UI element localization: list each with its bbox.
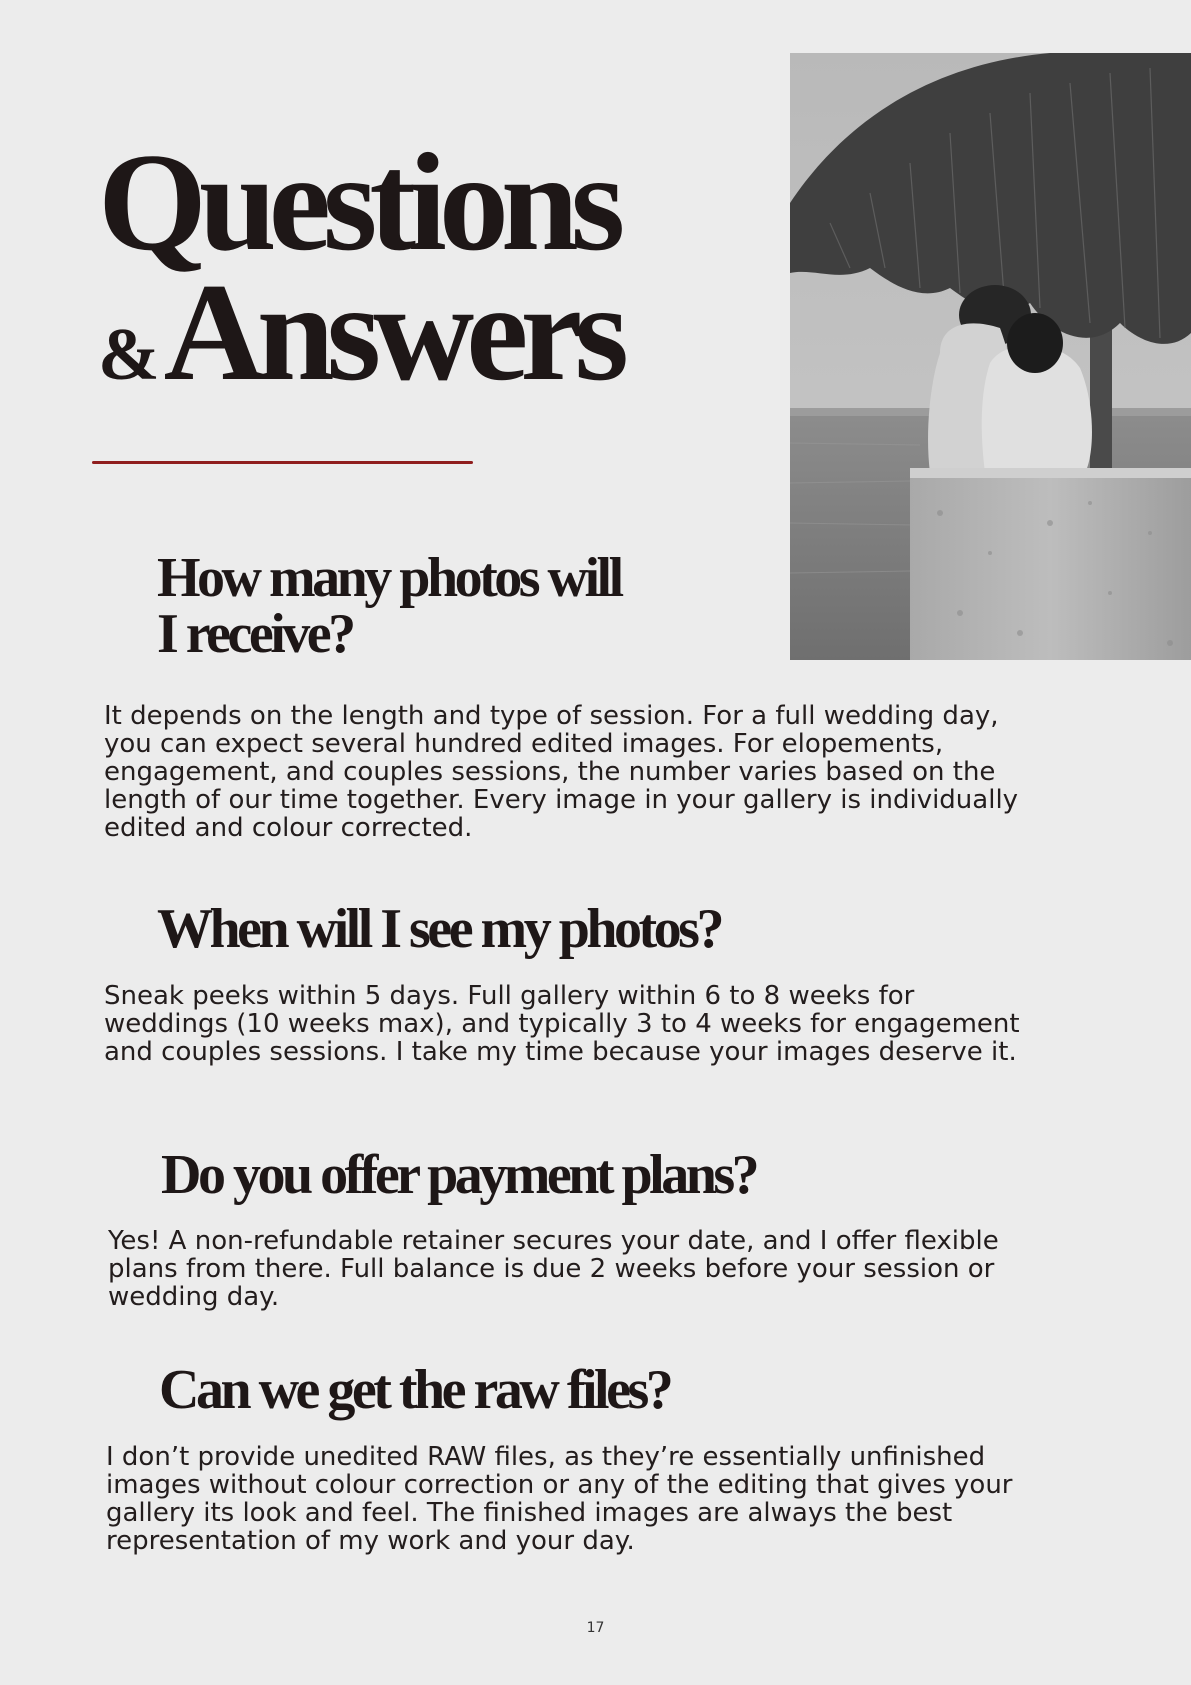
- answer-text: Sneak peeks within 5 days. Full gallery within 6 to 8 weeks for weddings (10 weeks max), and typically 3 to 4 weeks for engagement and couples sessions. I take my time because your images deserve it.: [104, 981, 1020, 1067]
- question-heading-raw-files: Can we get the raw files?: [159, 1359, 671, 1421]
- question-heading-payment-plans: Do you offer payment plans?: [161, 1144, 757, 1206]
- answer-text: It depends on the length and type of session. For a full wedding day, you can expect several hundred edited images. For elopements, engagement, and couples sessions, the number varies based on the length of our time together. Every image in your gallery is individually edited and colour corrected.: [104, 701, 1019, 843]
- couple-photo: [790, 53, 1191, 660]
- title-line-answers: [98, 255, 621, 420]
- title-ampersand: &: [98, 314, 158, 396]
- question-line: I receive?: [157, 603, 353, 665]
- page-title: [98, 125, 621, 420]
- title-line-questions: Questions: [98, 125, 618, 280]
- question-heading-photos-count: [157, 547, 621, 665]
- accent-divider: [92, 461, 473, 464]
- page-number: 17: [586, 1620, 605, 1636]
- question-heading-delivery-time: When will I see my photos?: [157, 898, 721, 960]
- title-answers-word: Answers: [163, 255, 621, 410]
- answer-text: Yes! A non-refundable retainer secures your date, and I offer flexible plans from there. Full balance is due 2 weeks before your session or wedding day.: [108, 1226, 999, 1312]
- question-line: How many photos will: [157, 547, 621, 609]
- answer-text: I don’t provide unedited RAW files, as they’re essentially unfinished images without colour correction or any of the editing that gives your gallery its look and feel. The finished images are always the best representation of my work and your day.: [106, 1442, 1013, 1556]
